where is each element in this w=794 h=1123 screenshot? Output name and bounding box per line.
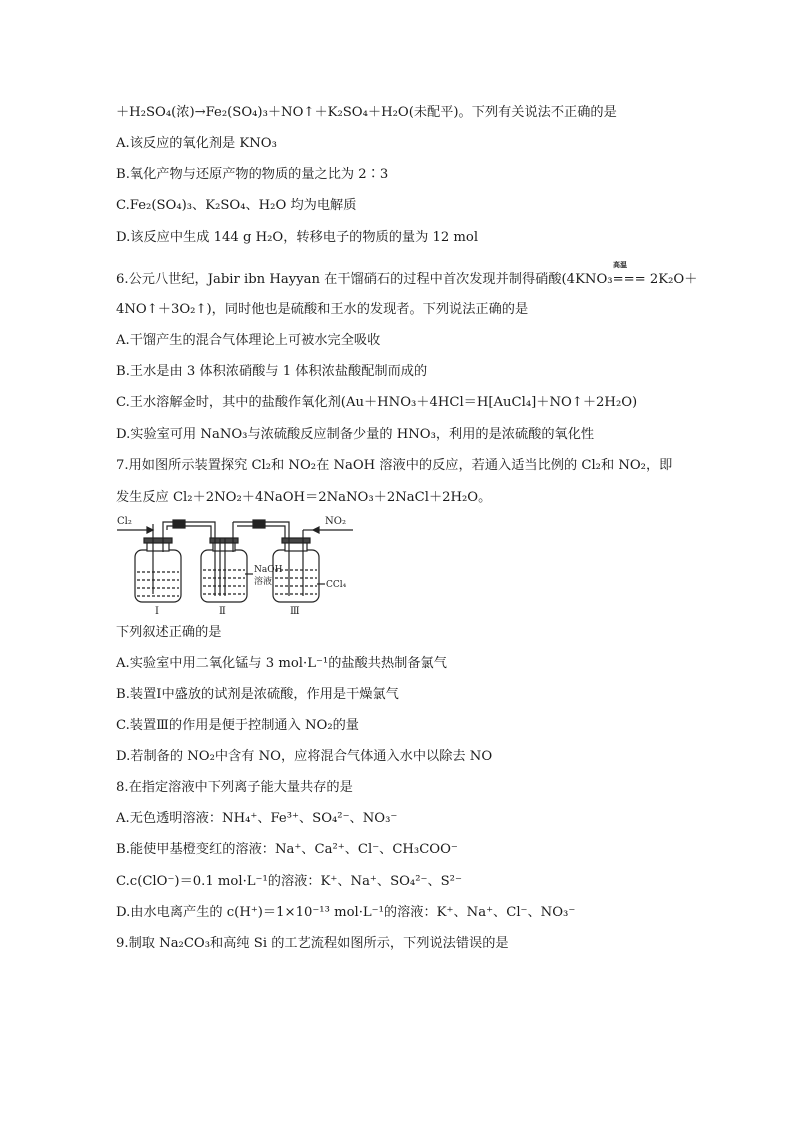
cl2-label: Cl₂ [117,516,132,527]
q7-stem-cont: 发生反应 Cl₂＋2NO₂＋4NaOH＝2NaNO₃＋2NaCl＋2H₂O。 [116,490,492,505]
q7-stem: 7.用如图所示装置探究 Cl₂和 NO₂在 NaOH 溶液中的反应，若通入适当比例的 Cl₂和 NO₂，即 [116,458,673,473]
bottle-2-label: Ⅱ [219,606,226,617]
q8-stem: 8.在指定溶液中下列离子能大量共存的是 [116,780,353,795]
q8-option-a: A.无色透明溶液：NH₄⁺、Fe³⁺、SO₄²⁻、NO₃⁻ [116,811,398,826]
q5-option-c: C.Fe₂(SO₄)₃、K₂SO₄、H₂O 均为电解质 [116,198,357,213]
q6-option-b: B.王水是由 3 体积浓硝酸与 1 体积浓盐酸配制而成的 [116,364,428,379]
ccl4-label: CCl₄ [326,580,347,590]
bottle-1-label: Ⅰ [155,606,159,617]
q8-option-c: C.c(ClO⁻)＝0.1 mol·L⁻¹的溶液：K⁺、Na⁺、SO₄²⁻、S²⁻ [116,874,462,889]
bottle-3-label: Ⅲ [290,606,300,617]
reaction-condition-label: 高温 [613,260,627,269]
q8-option-b: B.能使甲基橙变红的溶液：Na⁺、Ca²⁺、Cl⁻、CH₃COO⁻ [116,842,458,857]
q6-stem-cont: 4NO↑＋3O₂↑)，同时他也是硫酸和王水的发现者。下列说法正确的是 [116,302,529,317]
bottle-2 [201,522,247,602]
no2-label: NO₂ [325,516,346,527]
q5-equation-tail: ＋H₂SO₄(浓)→Fe₂(SO₄)₃＋NO↑＋K₂SO₄＋H₂O(未配平)。下列有关说法不正确的是 [116,105,617,120]
q6-option-c: C.王水溶解金时，其中的盐酸作氧化剂(Au＋HNO₃＋4HCl＝H[AuCl₄]＋NO↑＋2H₂O) [116,395,638,410]
q9-stem: 9.制取 Na₂CO₃和高纯 Si 的工艺流程如图所示，下列说法错误的是 [116,936,509,951]
q7-option-b: B.装置Ⅰ中盛放的试剂是浓硫酸，作用是干燥氯气 [116,687,399,702]
q7-option-d: D.若制备的 NO₂中含有 NO，应将混合气体通入水中以除去 NO [116,749,493,764]
apparatus-diagram [113,512,363,618]
bottle-1 [135,530,181,602]
q5-option-a: A.该反应的氧化剂是 KNO₃ [116,136,277,151]
q7-prompt: 下列叙述正确的是 [116,625,222,640]
q5-option-b: B.氧化产物与还原产物的物质的量之比为 2∶3 [116,167,389,182]
q8-option-d: D.由水电离产生的 c(H⁺)＝1×10⁻¹³ mol·L⁻¹的溶液：K⁺、Na⁺、Cl⁻、NO₃⁻ [116,905,576,920]
naoh-solution-label: 溶液 [254,577,273,587]
q6-option-a: A.干馏产生的混合气体理论上可被水完全吸收 [116,333,381,348]
q6-option-d: D.实验室可用 NaNO₃与浓硫酸反应制备少量的 HNO₃，利用的是浓硫酸的氧化性 [116,427,595,442]
q7-option-a: A.实验室中用二氧化锰与 3 mol·L⁻¹的盐酸共热制备氯气 [116,656,447,671]
naoh-label: NaOH [254,565,283,575]
q6-stem: 6.公元八世纪，Jabir ibn Hayyan 在干馏硝石的过程中首次发现并制得硝酸(4KNO₃=== 2K₂O＋ [116,272,698,287]
q5-option-d: D.该反应中生成 144 g H₂O，转移电子的物质的量为 12 mol [116,230,479,245]
q7-option-c: C.装置Ⅲ的作用是便于控制通入 NO₂的量 [116,718,359,733]
